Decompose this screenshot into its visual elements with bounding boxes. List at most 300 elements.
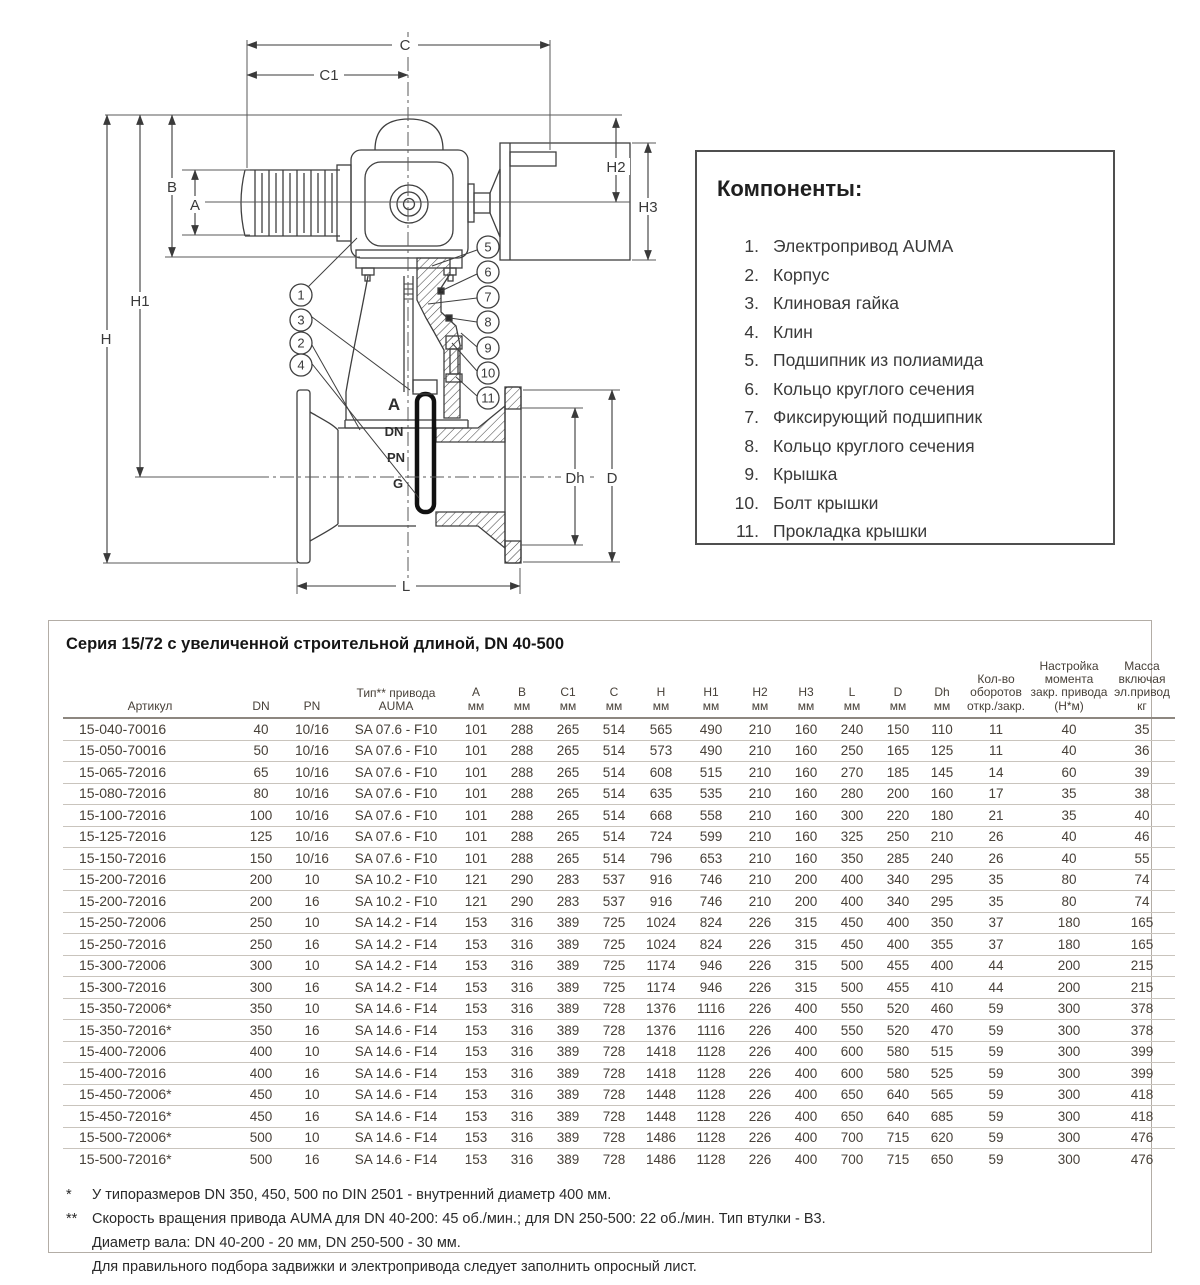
- table-cell: 316: [499, 1020, 545, 1042]
- footnote-line: [66, 1231, 1137, 1255]
- column-header: Масса включая эл.привод кг: [1114, 659, 1170, 713]
- table-cell: SA 14.6 - F14: [339, 1106, 453, 1128]
- table-cell: SA 07.6 - F10: [339, 826, 453, 848]
- table-cell: 15-450-72016*: [63, 1106, 237, 1128]
- table-cell: 35: [963, 891, 1029, 913]
- component-item: [697, 432, 1113, 461]
- table-cell: 160: [783, 762, 829, 784]
- components-list: [697, 232, 1113, 546]
- table-cell: 60: [1029, 762, 1109, 784]
- table-cell: 599: [685, 826, 737, 848]
- table-cell: 476: [1109, 1149, 1175, 1170]
- table-row: [63, 1041, 1175, 1063]
- table-cell: 1486: [637, 1149, 685, 1170]
- table-cell: 400: [875, 912, 921, 934]
- component-number: 5.: [744, 350, 759, 370]
- table-cell: 15-080-72016: [63, 783, 237, 805]
- component-number: 11.: [735, 521, 759, 541]
- component-item: [697, 375, 1113, 404]
- table-cell: 250: [829, 740, 875, 762]
- table-cell: 15-500-72006*: [63, 1127, 237, 1149]
- table-cell: 1128: [685, 1063, 737, 1085]
- table-cell: 550: [829, 1020, 875, 1042]
- table-cell: 14: [963, 762, 1029, 784]
- table-cell: 16: [285, 1020, 339, 1042]
- table-cell: 573: [637, 740, 685, 762]
- table-cell: 650: [829, 1084, 875, 1106]
- component-label: Крышка: [773, 464, 838, 484]
- table-cell: 389: [545, 912, 591, 934]
- table-cell: 450: [237, 1084, 285, 1106]
- component-item: [697, 403, 1113, 432]
- footnotes: [66, 1183, 1137, 1279]
- table-cell: 160: [783, 826, 829, 848]
- table-cell: 101: [453, 783, 499, 805]
- table-cell: 180: [1029, 912, 1109, 934]
- table-cell: 15-500-72016*: [63, 1149, 237, 1170]
- table-cell: 15-400-72016: [63, 1063, 237, 1085]
- table-cell: 728: [591, 1063, 637, 1085]
- dim-b: B: [166, 179, 178, 196]
- table-cell: 74: [1109, 891, 1175, 913]
- table-cell: 500: [237, 1149, 285, 1170]
- table-cell: 580: [875, 1041, 921, 1063]
- table-cell: 17: [963, 783, 1029, 805]
- table-cell: 160: [783, 783, 829, 805]
- table-cell: 300: [1029, 1084, 1109, 1106]
- table-cell: 728: [591, 1041, 637, 1063]
- callout-3: 3: [297, 312, 305, 328]
- table-cell: 635: [637, 783, 685, 805]
- table-title: Серия 15/72 с увеличенной строительной длиной, DN 40-500: [66, 635, 565, 653]
- table-cell: 728: [591, 1106, 637, 1128]
- table-cell: 824: [685, 912, 737, 934]
- table-cell: 724: [637, 826, 685, 848]
- table-cell: 514: [591, 783, 637, 805]
- dimension-labels: [96, 37, 662, 595]
- table-cell: 59: [963, 1149, 1029, 1170]
- table-cell: 250: [237, 934, 285, 956]
- table-cell: 1418: [637, 1063, 685, 1085]
- table-cell: 74: [1109, 869, 1175, 891]
- callout-8: 8: [484, 314, 492, 330]
- table-cell: SA 07.6 - F10: [354, 721, 438, 737]
- table-cell: 315: [783, 934, 829, 956]
- table-cell: 389: [545, 1149, 591, 1170]
- table-cell: 265: [545, 805, 591, 827]
- table-cell: 350: [921, 912, 963, 934]
- table-cell: 450: [829, 934, 875, 956]
- table-cell: 946: [685, 977, 737, 999]
- component-item: [697, 517, 1113, 546]
- table-cell: 746: [685, 891, 737, 913]
- table-cell: 21: [963, 805, 1029, 827]
- table-cell: 389: [545, 1106, 591, 1128]
- table-cell: 1116: [685, 998, 737, 1020]
- callout-5: 5: [484, 239, 492, 255]
- table-cell: 250: [237, 912, 285, 934]
- table-cell: 200: [1029, 977, 1109, 999]
- component-number: 3.: [744, 293, 759, 313]
- table-cell: 153: [453, 998, 499, 1020]
- table-cell: 288: [499, 740, 545, 762]
- callout-6: 6: [484, 264, 492, 280]
- table-row: [63, 869, 1175, 891]
- table-cell: 10/16: [285, 826, 339, 848]
- table-cell: 15-040-70016: [79, 720, 167, 737]
- table-cell: 316: [499, 1063, 545, 1085]
- component-label: Фиксирующий подшипник: [773, 407, 983, 427]
- component-item: [697, 318, 1113, 347]
- table-cell: 10/16: [285, 848, 339, 870]
- table-row: [63, 718, 1175, 740]
- table-cell: SA 07.6 - F10: [339, 762, 453, 784]
- table-cell: 200: [1029, 955, 1109, 977]
- table-cell: 226: [737, 1149, 783, 1170]
- table-cell: 160: [921, 783, 963, 805]
- table-cell: 180: [921, 805, 963, 827]
- dim-h3: H3: [638, 199, 658, 216]
- table-cell: 226: [737, 912, 783, 934]
- table-cell: 537: [591, 869, 637, 891]
- table-cell: SA 14.6 - F14: [339, 998, 453, 1020]
- table-cell: 35: [1134, 721, 1150, 737]
- table-cell: 153: [453, 1020, 499, 1042]
- column-header: H мм: [652, 685, 670, 713]
- callout-4: 4: [297, 357, 305, 373]
- table-cell: 350: [237, 1020, 285, 1042]
- component-label: Электропривод AUMA: [773, 236, 954, 256]
- table-cell: 500: [829, 955, 875, 977]
- table-cell: 35: [1029, 805, 1109, 827]
- table-cell: 500: [237, 1127, 285, 1149]
- table-cell: 10/16: [285, 783, 339, 805]
- table-cell: 36: [1109, 740, 1175, 762]
- table-cell: 40: [1061, 721, 1077, 737]
- table-body: [63, 718, 1175, 1170]
- table-cell: 153: [453, 1041, 499, 1063]
- table-cell: 400: [237, 1041, 285, 1063]
- table-cell: 300: [1029, 1127, 1109, 1149]
- dim-a: A: [189, 197, 201, 214]
- table-cell: 295: [921, 891, 963, 913]
- table-cell: 165: [1109, 912, 1175, 934]
- table-cell: 650: [829, 1106, 875, 1128]
- table-cell: 1448: [637, 1084, 685, 1106]
- table-cell: 226: [737, 1041, 783, 1063]
- callout-2: 2: [297, 335, 305, 351]
- table-cell: 160: [783, 740, 829, 762]
- table-cell: 389: [545, 1084, 591, 1106]
- table-cell: 725: [591, 934, 637, 956]
- table-cell: 640: [875, 1084, 921, 1106]
- table-cell: 10: [285, 955, 339, 977]
- table-cell: 288: [499, 826, 545, 848]
- table-row: [63, 826, 1175, 848]
- table-row: [63, 998, 1175, 1020]
- table-cell: 15-300-72006: [63, 955, 237, 977]
- table-cell: 520: [875, 998, 921, 1020]
- table-cell: 535: [685, 783, 737, 805]
- table-cell: 265: [556, 721, 580, 737]
- table-cell: 46: [1109, 826, 1175, 848]
- component-label: Прокладка крышки: [773, 521, 928, 541]
- table-cell: 15-250-72016: [63, 934, 237, 956]
- table-cell: 153: [453, 1127, 499, 1149]
- table-cell: 558: [685, 805, 737, 827]
- column-header: C мм: [605, 685, 623, 713]
- table-cell: 515: [921, 1041, 963, 1063]
- table-cell: 400: [783, 1063, 829, 1085]
- table-cell: SA 14.6 - F14: [339, 1063, 453, 1085]
- table-cell: 226: [737, 1020, 783, 1042]
- table-cell: 400: [783, 1106, 829, 1128]
- table-cell: 1128: [685, 1127, 737, 1149]
- table-cell: 400: [783, 1020, 829, 1042]
- table-cell: 300: [1029, 998, 1109, 1020]
- table-cell: 316: [499, 1041, 545, 1063]
- table-cell: 316: [499, 934, 545, 956]
- table-cell: 15-200-72016: [63, 869, 237, 891]
- footnote-marker: [66, 1255, 92, 1279]
- table-cell: 210: [737, 848, 783, 870]
- footnote-marker: *: [66, 1186, 72, 1203]
- table-cell: 80: [1029, 869, 1109, 891]
- table-cell: 288: [499, 848, 545, 870]
- component-item: [697, 346, 1113, 375]
- table-row: [63, 1020, 1175, 1042]
- table-cell: 728: [591, 1127, 637, 1149]
- table-cell: 80: [237, 783, 285, 805]
- table-cell: 210: [737, 805, 783, 827]
- table-cell: 15-065-72016: [63, 762, 237, 784]
- table-cell: 300: [829, 805, 875, 827]
- table-cell: 514: [591, 826, 637, 848]
- table-cell: 101: [453, 740, 499, 762]
- table-cell: 399: [1109, 1041, 1175, 1063]
- table-cell: 265: [545, 762, 591, 784]
- table-cell: 37: [963, 934, 1029, 956]
- table-cell: 700: [829, 1127, 875, 1149]
- table-cell: 728: [591, 1020, 637, 1042]
- table-cell: 250: [875, 826, 921, 848]
- table-cell: 10/16: [285, 740, 339, 762]
- table-cell: 40: [1029, 826, 1109, 848]
- table-cell: 946: [685, 955, 737, 977]
- table-cell: 265: [545, 783, 591, 805]
- table-cell: 10: [285, 869, 339, 891]
- table-cell: 220: [875, 805, 921, 827]
- table-cell: SA 14.2 - F14: [339, 977, 453, 999]
- table-cell: 10: [285, 912, 339, 934]
- table-cell: 80: [1029, 891, 1109, 913]
- table-cell: 316: [499, 955, 545, 977]
- component-item: [697, 289, 1113, 318]
- dim-dh: Dh: [565, 470, 585, 487]
- table-cell: 378: [1109, 1020, 1175, 1042]
- footnote-text: У типоразмеров DN 350, 450, 500 по DIN 2501 - внутренний диаметр 400 мм.: [92, 1186, 612, 1203]
- table-cell: 725: [591, 955, 637, 977]
- table-cell: 537: [591, 891, 637, 913]
- table-cell: 210: [737, 783, 783, 805]
- table-cell: 389: [545, 1063, 591, 1085]
- table-cell: 620: [921, 1127, 963, 1149]
- table-cell: 210: [737, 826, 783, 848]
- table-cell: 728: [591, 998, 637, 1020]
- table-cell: 725: [591, 912, 637, 934]
- table-cell: 145: [921, 762, 963, 784]
- table-cell: 101: [453, 848, 499, 870]
- table-cell: 240: [840, 721, 864, 737]
- table-cell: 400: [921, 955, 963, 977]
- dim-l: L: [401, 578, 411, 595]
- table-cell: 153: [453, 977, 499, 999]
- dim-h1: H1: [130, 293, 150, 310]
- table-cell: 125: [237, 826, 285, 848]
- table-cell: 10/16: [285, 805, 339, 827]
- table-cell: 180: [1029, 934, 1109, 956]
- column-header: Кол-во оборотов откр./закр.: [967, 672, 1025, 713]
- table-cell: 10: [285, 998, 339, 1020]
- table-cell: 295: [921, 869, 963, 891]
- table-cell: 110: [931, 721, 953, 737]
- table-cell: 600: [829, 1041, 875, 1063]
- callout-1: 1: [297, 287, 305, 303]
- callout-11: 11: [481, 390, 495, 406]
- table-cell: 200: [875, 783, 921, 805]
- table-cell: 400: [783, 1149, 829, 1170]
- dimensions-table-panel: [48, 620, 1170, 1275]
- table-cell: 101: [453, 826, 499, 848]
- table-cell: 38: [1109, 783, 1175, 805]
- table-cell: 59: [963, 998, 1029, 1020]
- avk-logo: A: [387, 395, 401, 414]
- table-cell: 44: [963, 955, 1029, 977]
- footnote-line: [66, 1183, 1137, 1207]
- table-cell: 653: [685, 848, 737, 870]
- table-cell: 565: [649, 721, 673, 737]
- table-cell: 520: [875, 1020, 921, 1042]
- table-cell: 283: [545, 869, 591, 891]
- table-cell: 210: [921, 826, 963, 848]
- table-cell: 226: [737, 1063, 783, 1085]
- table-cell: 270: [829, 762, 875, 784]
- table-cell: 15-150-72016: [63, 848, 237, 870]
- table-cell: 316: [499, 998, 545, 1020]
- component-number: 9.: [744, 464, 759, 484]
- table-cell: 470: [921, 1020, 963, 1042]
- table-cell: 226: [737, 955, 783, 977]
- column-header: H3 мм: [797, 685, 815, 713]
- table-cell: 525: [921, 1063, 963, 1085]
- valve-technical-drawing: [0, 0, 670, 610]
- table-cell: 1128: [685, 1084, 737, 1106]
- component-label: Подшипник из полиамида: [773, 350, 984, 370]
- footnote-text: Скорость вращения привода AUMA для DN 40-200: 45 об./мин.; для DN 250-500: 22 об./мин. Тип втулки - В3.: [92, 1210, 826, 1227]
- table-header-row: [63, 660, 1175, 718]
- table-cell: 59: [963, 1084, 1029, 1106]
- component-number: 10.: [734, 492, 759, 513]
- table-cell: 300: [1029, 1020, 1109, 1042]
- marking-pn: PN: [386, 450, 406, 465]
- table-cell: 450: [829, 912, 875, 934]
- component-number: 4.: [744, 321, 759, 342]
- table-cell: 450: [237, 1106, 285, 1128]
- table-cell: SA 14.2 - F14: [339, 934, 453, 956]
- table-cell: 226: [737, 977, 783, 999]
- table-cell: 153: [453, 912, 499, 934]
- table-cell: 715: [875, 1127, 921, 1149]
- table-cell: SA 14.6 - F14: [339, 1041, 453, 1063]
- table-cell: 290: [499, 869, 545, 891]
- table-cell: 1376: [637, 998, 685, 1020]
- table-cell: 215: [1109, 977, 1175, 999]
- table-cell: 725: [591, 977, 637, 999]
- table-cell: 226: [737, 1084, 783, 1106]
- component-label: Кольцо круглого сечения: [773, 378, 975, 399]
- table-cell: 55: [1109, 848, 1175, 870]
- table-cell: 515: [685, 762, 737, 784]
- table-cell: 608: [637, 762, 685, 784]
- table-cell: 1024: [637, 934, 685, 956]
- table-cell: 226: [737, 934, 783, 956]
- dimension-lines: [107, 45, 648, 586]
- table-cell: 400: [875, 934, 921, 956]
- table-cell: 10/16: [295, 721, 329, 737]
- table-cell: 490: [699, 721, 723, 737]
- table-cell: 514: [591, 740, 637, 762]
- table-cell: 153: [453, 1106, 499, 1128]
- table-cell: 916: [637, 869, 685, 891]
- table-cell: 10/16: [285, 762, 339, 784]
- table-cell: 500: [829, 977, 875, 999]
- table-cell: 455: [875, 977, 921, 999]
- table-cell: 490: [685, 740, 737, 762]
- table-cell: 824: [685, 934, 737, 956]
- table-cell: 121: [453, 869, 499, 891]
- table-cell: SA 07.6 - F10: [339, 848, 453, 870]
- table-cell: 16: [285, 891, 339, 913]
- table-cell: SA 07.6 - F10: [339, 805, 453, 827]
- table-row: [63, 1149, 1175, 1170]
- table-cell: 316: [499, 1106, 545, 1128]
- table-cell: 315: [783, 912, 829, 934]
- table-cell: 153: [453, 1084, 499, 1106]
- table-cell: 200: [237, 869, 285, 891]
- component-number: 1.: [744, 236, 759, 256]
- column-header: L мм: [843, 685, 861, 713]
- marking-dn: DN: [384, 424, 404, 439]
- table-cell: 26: [963, 826, 1029, 848]
- table-cell: 40: [1109, 805, 1175, 827]
- table-cell: 728: [591, 1084, 637, 1106]
- table-cell: 300: [1029, 1041, 1109, 1063]
- table-cell: 300: [237, 955, 285, 977]
- table-cell: 26: [963, 848, 1029, 870]
- component-number: 6.: [744, 378, 759, 399]
- table-cell: 15-450-72006*: [63, 1084, 237, 1106]
- table-cell: SA 14.6 - F14: [339, 1084, 453, 1106]
- table-cell: 153: [453, 955, 499, 977]
- table-cell: 265: [545, 826, 591, 848]
- table-cell: 10: [285, 1041, 339, 1063]
- table-cell: 389: [545, 998, 591, 1020]
- table-cell: 389: [545, 1020, 591, 1042]
- table-cell: 1128: [685, 1041, 737, 1063]
- table-cell: 153: [453, 1063, 499, 1085]
- table-cell: 300: [1029, 1063, 1109, 1085]
- table-cell: 325: [829, 826, 875, 848]
